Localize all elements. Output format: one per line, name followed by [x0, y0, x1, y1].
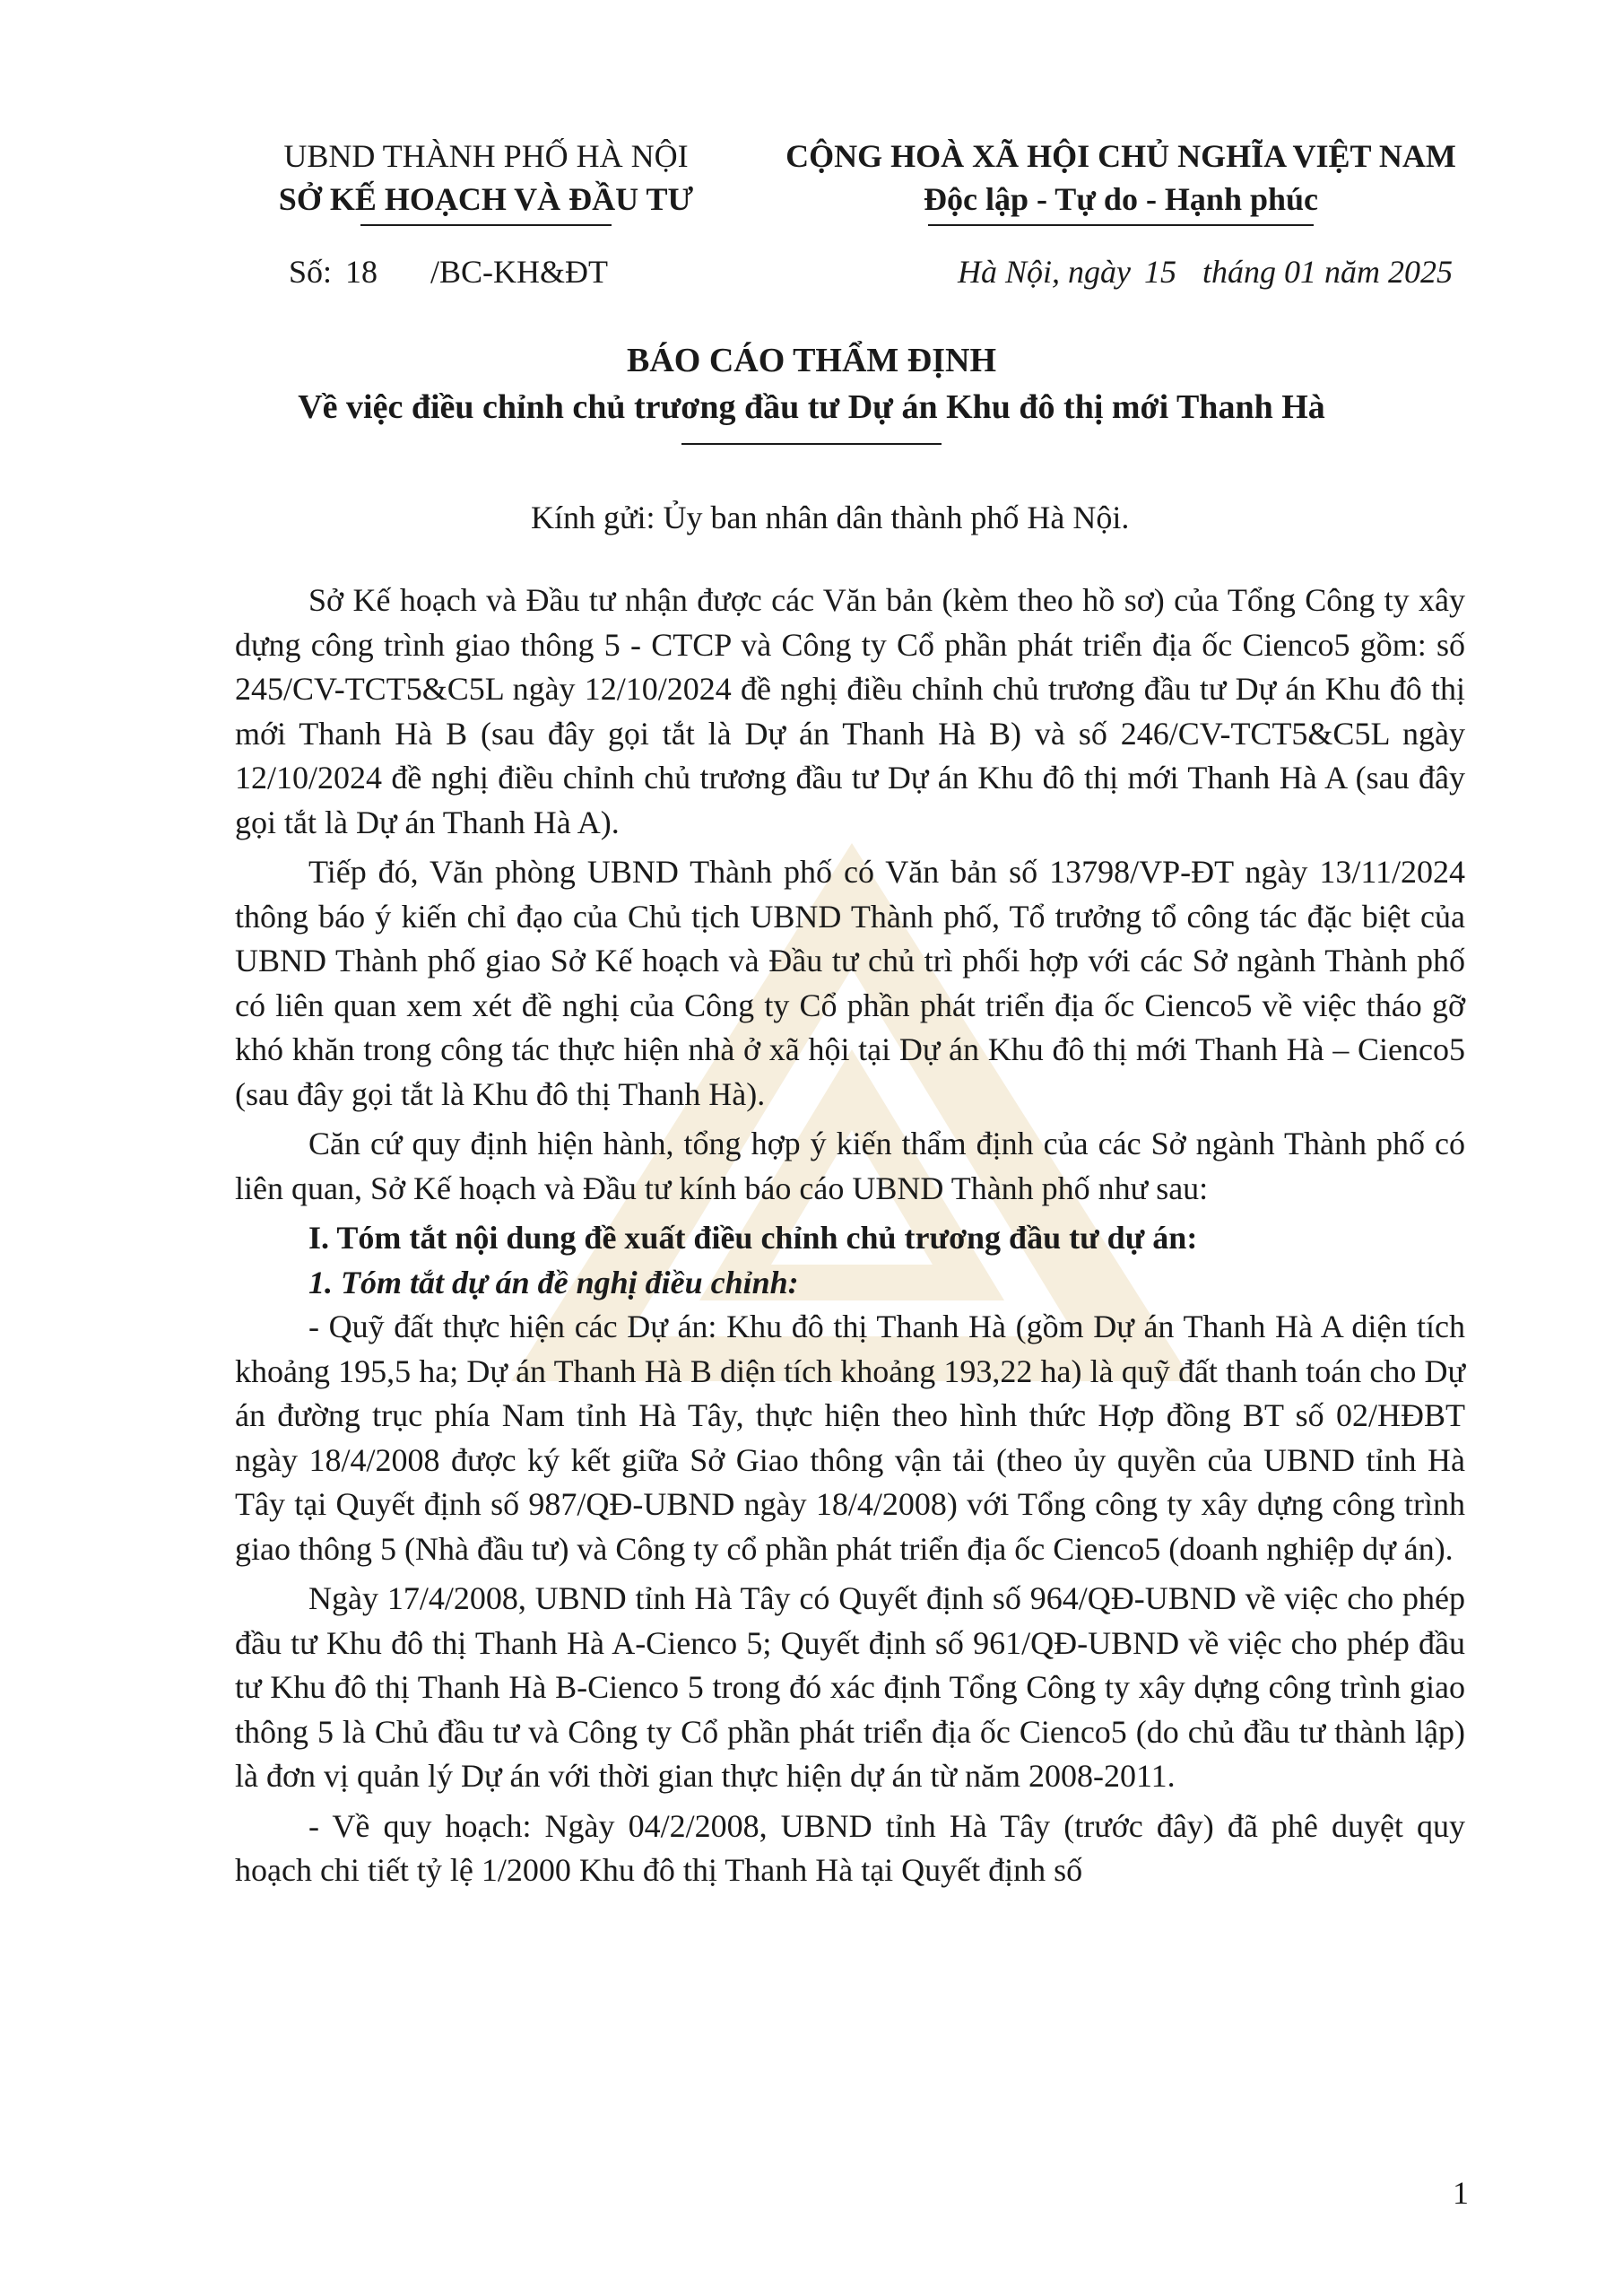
- date-line: [958, 253, 1453, 291]
- document-body: [235, 578, 1465, 1899]
- date-day: 15: [1144, 254, 1176, 290]
- title-underline: [681, 443, 942, 445]
- doc-number-code: /BC-KH&ĐT: [430, 254, 609, 290]
- national-motto: [744, 135, 1497, 226]
- doc-number-label: Số:: [289, 254, 333, 290]
- country-name: CỘNG HOÀ XÃ HỘI CHỦ NGHĨA VIỆT NAM: [785, 138, 1456, 174]
- section-heading: I. Tóm tắt nội dung đề xuất điều chỉnh chủ trương đầu tư dự án:: [308, 1220, 1198, 1256]
- paragraph: Ngày 17/4/2008, UBND tỉnh Hà Tây có Quyết định số 964/QĐ-UBND về việc cho phép đầu tư Khu đô thị Thanh Hà A-Cienco 5; Quyết định số 961/QĐ-UBND về việc cho phép đầu tư Khu đô thị Thanh Hà B-Cienco 5 trong đó xác định Tổng Công ty xây dựng công trình giao thông 5 là Chủ đầu tư và Công ty Cổ phần phát triển địa ốc Cienco5 (do chủ đầu tư thành lập) là đơn vị quản lý Dự án với thời gian thực hiện dự án từ năm 2008-2011.: [235, 1580, 1465, 1794]
- motto-underline: [928, 224, 1314, 226]
- page-number: 1: [1453, 2175, 1469, 2211]
- agency-underline: [360, 224, 612, 226]
- subsection-heading: 1. Tóm tắt dự án đề nghị điều chỉnh:: [308, 1264, 799, 1300]
- document-number: [289, 253, 608, 291]
- date-prefix: Hà Nội, ngày: [958, 254, 1131, 290]
- title-main: BÁO CÁO THẨM ĐỊNH: [626, 342, 997, 379]
- agency-parent: UBND THÀNH PHỐ HÀ NỘI: [283, 138, 689, 174]
- paragraph: Căn cứ quy định hiện hành, tổng hợp ý kiến thẩm định của các Sở ngành Thành phố có liên quan, Sở Kế hoạch và Đầu tư kính báo cáo UBND Thành phố như sau:: [235, 1126, 1465, 1206]
- doc-number-value: 18: [345, 254, 378, 290]
- paragraph: - Quỹ đất thực hiện các Dự án: Khu đô thị Thanh Hà (gồm Dự án Thanh Hà A diện tích khoảng 195,5 ha; Dự án Thanh Hà B diện tích khoảng 193,22 ha) là quỹ đất thanh toán cho Dự án đường trục phía Nam tỉnh Hà Tây, thực hiện theo hình thức Hợp đồng BT số 02/HĐBT ngày 18/4/2008 được ký kết giữa Sở Giao thông vận tải (theo ủy quyền của UBND tỉnh Hà Tây tại Quyết định số 987/QĐ-UBND ngày 18/4/2008) với Tổng công ty xây dựng công trình giao thông 5 (Nhà đầu tư) và Công ty cổ phần phát triển địa ốc Cienco5 (doanh nghiệp dự án).: [235, 1309, 1465, 1567]
- paragraph: - Về quy hoạch: Ngày 04/2/2008, UBND tỉnh Hà Tây (trước đây) đã phê duyệt quy hoạch chi tiết tỷ lệ 1/2000 Khu đô thị Thanh Hà tại Quyết định số: [235, 1807, 1465, 1888]
- paragraph: Tiếp đó, Văn phòng UBND Thành phố có Văn bản số 13798/VP-ĐT ngày 13/11/2024 thông báo ý kiến chỉ đạo của Chủ tịch UBND Thành phố, Tổ trưởng tổ công tác đặc biệt của UBND Thành phố giao Sở Kế hoạch và Đầu tư chủ trì phối hợp với các Sở ngành Thành phố có liên quan xem xét đề nghị của Công ty Cổ phần phát triển địa ốc Cienco5 về việc tháo gỡ khó khăn trong công tác thực hiện nhà ở xã hội tại Dự án Khu đô thị mới Thanh Hà – Cienco5 (sau đây gọi tắt là Khu đô thị Thanh Hà).: [235, 854, 1465, 1112]
- motto: Độc lập - Tự do - Hạnh phúc: [923, 181, 1319, 217]
- issuing-agency: [235, 135, 737, 226]
- agency-name: SỞ KẾ HOẠCH VÀ ĐẦU TƯ: [278, 181, 694, 217]
- date-suffix: tháng 01 năm 2025: [1202, 254, 1453, 290]
- recipient-line: Kính gửi: Ủy ban nhân dân thành phố Hà Nội.: [531, 500, 1130, 535]
- paragraph: Sở Kế hoạch và Đầu tư nhận được các Văn bản (kèm theo hồ sơ) của Tổng Công ty xây dựng công trình giao thông 5 - CTCP và Công ty Cổ phần phát triển địa ốc Cienco5 gồm: số 245/CV-TCT5&C5L ngày 12/10/2024 đề nghị điều chỉnh chủ trương đầu tư Dự án Khu đô thị mới Thanh Hà B (sau đây gọi tắt là Dự án Thanh Hà B) và số 246/CV-TCT5&C5L ngày 12/10/2024 đề nghị điều chỉnh chủ trương đầu tư Dự án Khu đô thị mới Thanh Hà A (sau đây gọi tắt là Dự án Thanh Hà A).: [235, 582, 1465, 840]
- document-title: [0, 337, 1623, 445]
- title-subtitle: Về việc điều chỉnh chủ trương đầu tư Dự án Khu đô thị mới Thanh Hà: [298, 388, 1325, 426]
